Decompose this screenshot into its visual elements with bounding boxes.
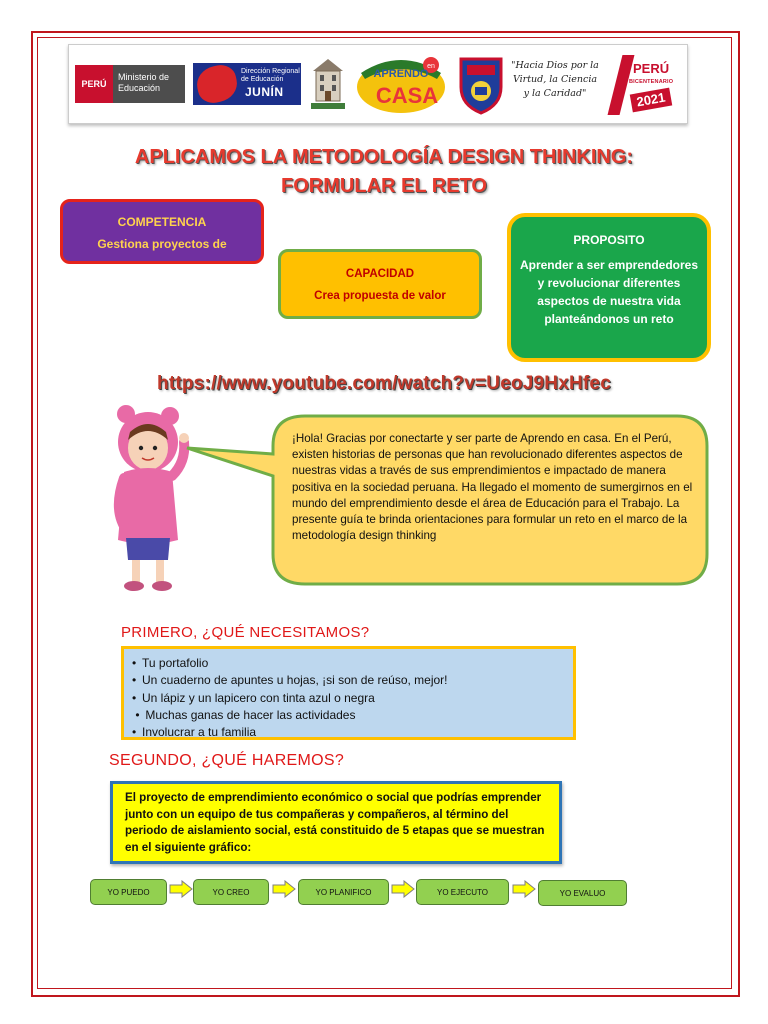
proposito-box xyxy=(507,213,711,362)
step-yo-planifico: YO PLANIFICO xyxy=(298,879,389,905)
youtube-link[interactable]: https://www.youtube.com/watch?v=UeoJ9HxHfec xyxy=(157,373,611,394)
capacidad-heading: CAPACIDAD xyxy=(345,268,415,280)
school-motto: "Hacia Dios por la Virtud, la Ciencia y la Caridad" xyxy=(511,60,599,99)
right-arrow-icon xyxy=(272,880,296,898)
materials-list xyxy=(132,655,573,740)
bullet-icon: • xyxy=(132,673,137,688)
girl-illustration xyxy=(98,402,198,594)
school-shield-icon xyxy=(457,53,505,115)
bicentenario-word: BICENTENARIO xyxy=(629,79,674,85)
junin-logo xyxy=(193,63,301,105)
peru-bicentenario-logo xyxy=(611,51,681,117)
capacidad-text: Crea propuesta de valor xyxy=(314,290,446,302)
year-badge: 2021 xyxy=(630,88,673,113)
minedu-logo xyxy=(75,65,185,103)
speech-bubble-text: ¡Hola! Gracias por conectarte y ser parte de Aprendo en casa. En el Perú, existen historias de personas que han revolucionado diferentes aspectos de nuestras vidas a través de sus emprendimientos e impactado de manera positiva en la sociedad peruana. Ha llegado el momento de sumergirnos en el mundo del emprendimiento desde el área de Educación para el Trabajo. La presente guía te brinda orientaciones para formular un reto en el marco de la metodología design thinking xyxy=(292,432,693,543)
list-item: • Un cuaderno de apuntes u hojas, ¡si son de reúso, mejor! xyxy=(132,672,573,689)
step-yo-evaluo: YO EVALUO xyxy=(538,880,627,906)
aprendo-en-casa-logo xyxy=(351,51,451,117)
list-item: • Tu portafolio xyxy=(132,655,573,672)
segundo-heading: SEGUNDO, ¿QUÉ HAREMOS? xyxy=(109,752,345,769)
bullet-icon: • xyxy=(135,707,140,722)
aprendo-en-word: en xyxy=(427,63,435,70)
aprendo-word: APRENDO xyxy=(373,68,429,80)
proposito-heading: PROPOSITO xyxy=(573,233,645,247)
junin-emblem-icon xyxy=(194,62,241,106)
list-item: • Un lápiz y un lapicero con tinta azul o negra xyxy=(132,690,573,707)
step-yo-creo: YO CREO xyxy=(193,879,269,905)
bullet-icon: • xyxy=(132,725,137,740)
logo-banner xyxy=(68,44,688,124)
step-yo-ejecuto: YO EJECUTO xyxy=(416,879,509,905)
competencia-text: Gestiona proyectos de xyxy=(97,237,227,251)
competencia-heading: COMPETENCIA xyxy=(117,215,207,229)
casa-word: CASA xyxy=(375,83,439,108)
peru-slash-mark xyxy=(608,55,635,115)
list-item: • Involucrar a tu familia xyxy=(132,724,573,740)
right-arrow-icon xyxy=(169,880,193,898)
primero-heading: PRIMERO, ¿QUÉ NECESITAMOS? xyxy=(121,624,370,641)
junin-subtitle: Dirección Regional de Educación xyxy=(241,68,300,83)
right-arrow-icon xyxy=(391,880,415,898)
capacidad-box xyxy=(278,249,482,319)
competencia-box xyxy=(60,199,264,264)
page-title-line-1: APLICAMOS LA METODOLOGÍA DESIGN THINKING: xyxy=(134,146,634,168)
junin-name: JUNÍN xyxy=(245,85,284,99)
bullet-icon: • xyxy=(132,690,137,705)
school-building-icon xyxy=(311,57,345,111)
bullet-icon: • xyxy=(132,656,137,670)
right-arrow-icon xyxy=(512,880,536,898)
list-item: • Muchas ganas de hacer las actividades xyxy=(132,707,573,724)
segundo-description: El proyecto de emprendimiento económico o social que podrías emprender junto con un equipo de tus compañeras y compañeros, al término del periodo de aislamiento social, está constituido de 5 etapas que se muestran en el siguiente gráfico: xyxy=(125,791,545,854)
segundo-description-box xyxy=(110,781,562,864)
proposito-text: Aprender a ser emprendedores y revolucionar diferentes aspectos de nuestra vida planteándonos un reto xyxy=(519,258,699,326)
page-title-line-2: FORMULAR EL RETO xyxy=(281,175,487,197)
materials-list-box xyxy=(121,646,576,740)
peru-word: PERÚ xyxy=(633,61,670,76)
minedu-peru-mark: PERÚ xyxy=(75,65,113,103)
step-yo-puedo: YO PUEDO xyxy=(90,879,167,905)
minedu-name: Ministerio de Educación xyxy=(113,65,185,103)
